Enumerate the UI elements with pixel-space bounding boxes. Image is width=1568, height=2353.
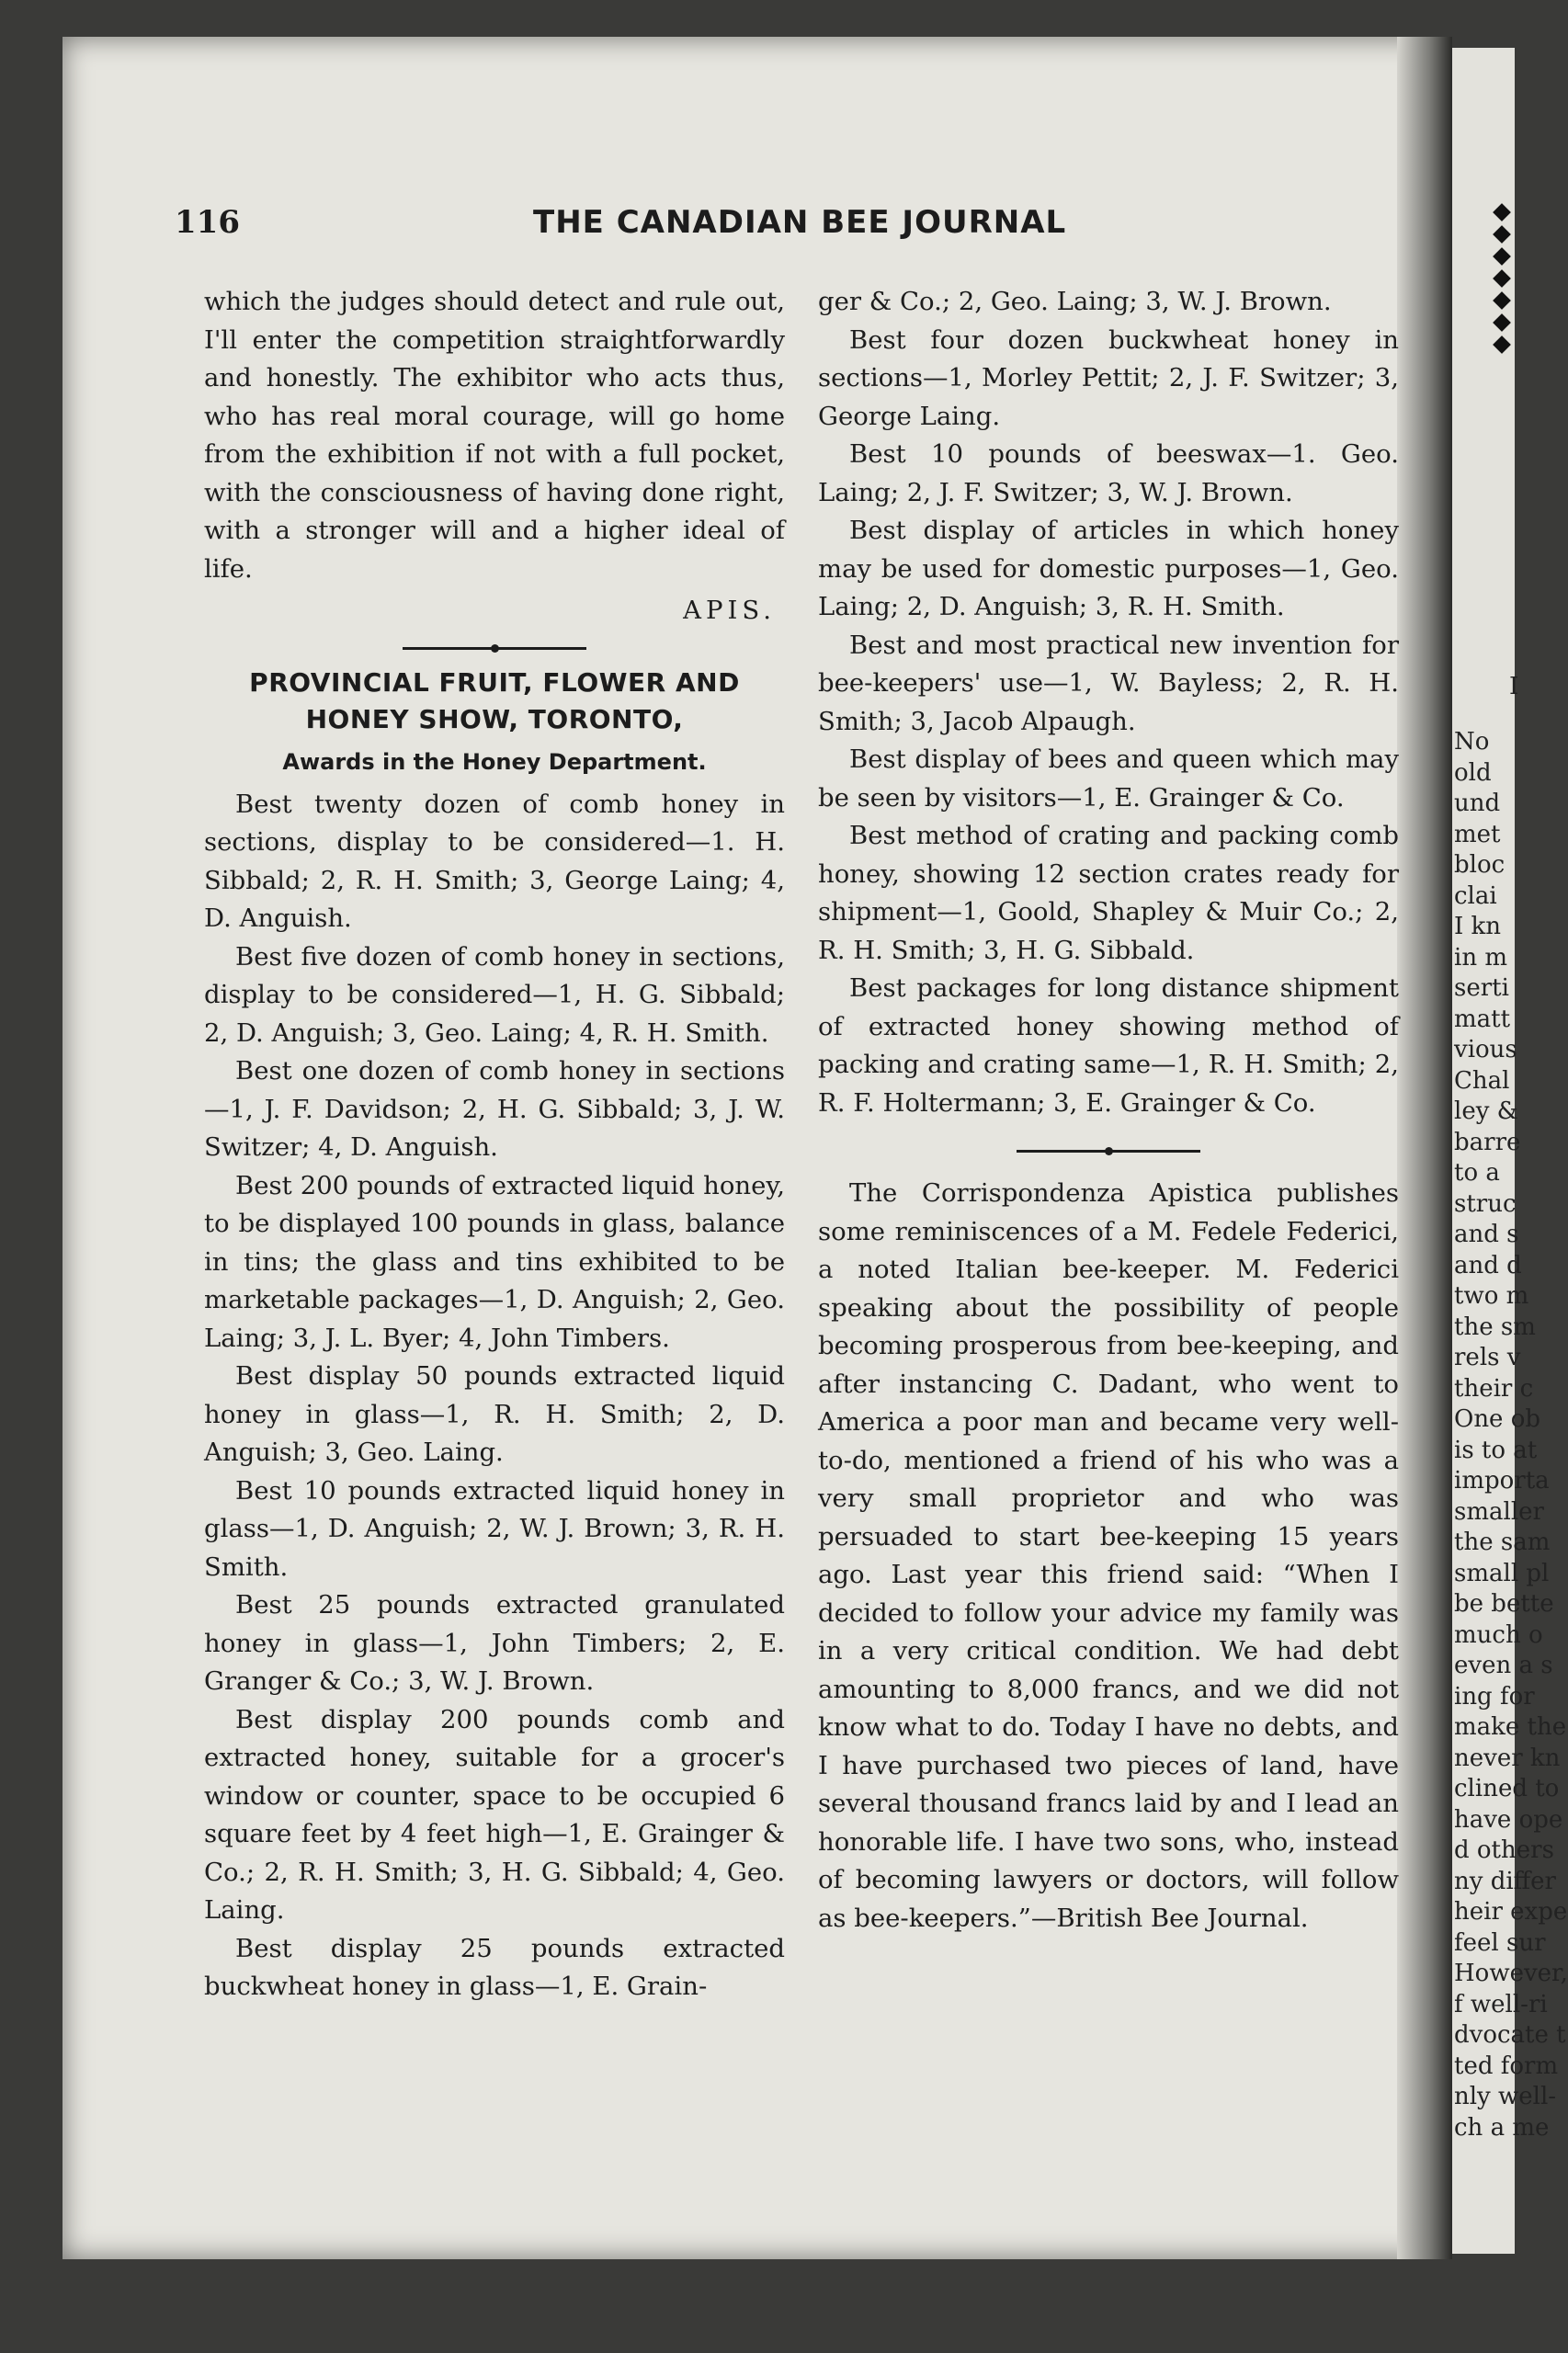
facing-page-fragment: d others	[1454, 1836, 1554, 1864]
award-entry: Best four dozen buckwheat honey in sections—1, Morley Pettit; 2, J. F. Switzer; 3, George Laing.	[818, 324, 1399, 431]
facing-page-fragment: even a s	[1454, 1652, 1553, 1679]
diamond-icon	[1493, 313, 1511, 332]
facing-page-fragment: feel sur	[1454, 1928, 1546, 1957]
facing-page-fragment: ny differ	[1454, 1867, 1556, 1895]
facing-page-fragment: clai	[1454, 881, 1497, 910]
award-entry: Best and most practical new invention for bee-keepers' use—1, W. Bayless; 2, R. H. Smith; 3, Jacob Alpaugh.	[818, 630, 1399, 736]
ornament-diamonds	[1489, 202, 1515, 360]
facing-page-fragment: small pl	[1454, 1559, 1550, 1587]
facing-page-fragment: importa	[1454, 1467, 1550, 1495]
facing-page-fragment: barre	[1454, 1128, 1521, 1156]
award-entry: Best one dozen of comb honey in sections—1, J. F. Davidson; 2, H. G. Sibbald; 3, J. W. Switzer; 4, D. Anguish.	[204, 1056, 785, 1162]
section-subheading: Awards in the Honey Department.	[282, 748, 707, 775]
award-entry: Best display 200 pounds comb and extracted honey, suitable for a grocer's window or counter, space to be occupied 6 square feet by 4 feet high—1, E. Grainger & Co.; 2, R. H. Smith; 3, H. G. Sibbald; 4, Geo. Laing.	[204, 1704, 785, 1925]
facing-page-fragment: ley &	[1454, 1097, 1518, 1125]
award-entry: Best twenty dozen of comb honey in sections, display to be considered—1. H. Sibbald; 2, R. H. Smith; 3, George Laing; 4, D. Anguish.	[204, 789, 785, 933]
page-header	[175, 204, 1406, 250]
section-divider	[818, 1150, 1399, 1153]
award-entry: Best display 50 pounds extracted liquid honey in glass—1, R. H. Smith; 2, D. Anguish; 3, Geo. Laing.	[204, 1361, 785, 1467]
right-column	[818, 283, 1399, 1938]
award-entry: Best display 25 pounds extracted buckwheat honey in glass—1, E. Grain-	[204, 1933, 785, 2001]
facing-page-fragment: nly well-	[1454, 2083, 1557, 2110]
facing-page-fragment: matt	[1454, 1005, 1511, 1033]
award-entry: Best 10 pounds of beeswax—1. Geo. Laing; 2, J. F. Switzer; 3, W. J. Brown.	[818, 439, 1399, 507]
section-heading: PROVINCIAL FRUIT, FLOWER AND HONEY SHOW, TORONTO,	[249, 666, 740, 734]
facing-page-fragment: met	[1454, 820, 1501, 848]
journal-title: THE CANADIAN BEE JOURNAL	[533, 204, 1067, 241]
facing-page-fragment: much o	[1454, 1620, 1543, 1649]
facing-page-fragment: be bette	[1454, 1590, 1554, 1618]
facing-page-fragment: bloc	[1454, 851, 1506, 879]
diamond-icon	[1493, 291, 1511, 310]
left-column	[204, 283, 785, 2006]
facing-page-fragment: clined to	[1454, 1775, 1560, 1802]
facing-page-fragment: ing for	[1454, 1682, 1535, 1711]
award-entry: Best method of crating and packing comb honey, showing 12 section crates ready for shipment—1, Goold, Shapley & Muir Co.; 2, R. H. Smith; 3, H. G. Sibbald.	[818, 821, 1399, 965]
facing-page-fragment: f well-ri	[1454, 1990, 1548, 2018]
facing-page-fragment: two m	[1454, 1282, 1529, 1310]
facing-page-fragment: ted form	[1454, 2052, 1559, 2080]
diamond-icon	[1493, 335, 1511, 354]
award-entry: Best display of articles in which honey may be used for domestic purposes—1, Geo. Laing; 2, D. Anguish; 3, R. H. Smith.	[818, 516, 1399, 621]
facing-page-edge	[1452, 48, 1568, 2254]
facing-page-fragment: dvocate t	[1454, 2021, 1566, 2049]
facing-page-fragment: serti	[1454, 974, 1509, 1002]
facing-page-fragment: the sam	[1454, 1529, 1551, 1556]
facing-page-fragment: their c	[1454, 1374, 1534, 1403]
diamond-icon	[1493, 269, 1511, 288]
facing-page-fragment: ch a me	[1454, 2113, 1550, 2142]
award-entry: ger & Co.; 2, Geo. Laing; 3, W. J. Brown.	[818, 287, 1332, 316]
facing-page-fragment: und	[1454, 790, 1501, 817]
diamond-icon	[1493, 247, 1511, 266]
facing-page-fragment: smaller	[1454, 1497, 1544, 1526]
article-paragraph: The Corrispondenza Apistica publishes some reminiscences of a M. Fedele Federici, a noted Italian bee-keeper. M. Federici speaking about the possibility of people becoming prosperous from bee-keeping, and after instancing C. Dadant, who went to America a poor man and became very well-to-do, mentioned a friend of his who was a very small proprietor and who was persuaded to start bee-keeping 15 years ago. Last year this friend said: “When I decided to follow your advice my family was in a very critical condition. We had debt amounting to 8,000 francs, and we did not know what to do. Today I have no debts, and I have purchased two pieces of land, have several thousand francs laid by and I lead an honorable life. I have two sons, who, instead of becoming lawyers or doctors, will follow as bee-keepers.”—British Bee Journal.	[818, 1178, 1399, 1933]
facing-page-fragment: struc	[1454, 1189, 1517, 1218]
book-gutter	[1397, 37, 1452, 2259]
facing-page-fragment: and s	[1454, 1221, 1519, 1248]
author-signature: APIS.	[683, 596, 776, 625]
award-entry: Best display of bees and queen which may be seen by visitors—1, E. Grainger & Co.	[818, 745, 1399, 813]
facing-page-fragment: vious	[1454, 1036, 1517, 1063]
facing-page-fragment: have ope	[1454, 1805, 1563, 1834]
award-entry: Best 10 pounds extracted liquid honey in glass—1, D. Anguish; 2, W. J. Brown; 3, R. H. Smith.	[204, 1475, 785, 1582]
intro-paragraph: which the judges should detect and rule out, I'll enter the competition straightforwardly and honestly. The exhibitor who acts thus, who has real moral courage, will go home from the exhibition if not with a full pocket, with the consciousness of having done right, with a stronger will and a higher ideal of life.	[204, 287, 785, 584]
facing-page-fragment: I	[1509, 673, 1519, 700]
facing-page-fragment: old	[1454, 758, 1492, 787]
facing-page-fragment: Chal	[1454, 1066, 1510, 1095]
diamond-icon	[1493, 225, 1511, 244]
facing-page-fragment: heir expe	[1454, 1898, 1568, 1926]
facing-page-fragment: rels v	[1454, 1344, 1521, 1371]
award-entry: Best packages for long distance shipment of extracted honey showing method of packing and crating same—1, R. H. Smith; 2, R. F. Holtermann; 3, E. Grainger & Co.	[818, 973, 1399, 1118]
page-number: 116	[175, 204, 240, 241]
facing-page-fragment: never kn	[1454, 1744, 1561, 1772]
facing-page-fragment: make the	[1454, 1713, 1567, 1741]
facing-page-fragment: I kn	[1454, 913, 1502, 940]
facing-page-fragment: to a	[1454, 1159, 1500, 1187]
diamond-icon	[1493, 203, 1511, 222]
facing-page-fragment: is to at	[1454, 1436, 1538, 1464]
award-entry: Best 25 pounds extracted granulated honey in glass—1, John Timbers; 2, E. Granger & Co.; 3, W. J. Brown.	[204, 1590, 785, 1696]
facing-page-fragment: One ob	[1454, 1405, 1541, 1433]
facing-page-fragment: No	[1454, 728, 1490, 756]
facing-page-fragment: in m	[1454, 943, 1507, 972]
section-divider	[204, 647, 785, 650]
award-entry: Best five dozen of comb honey in sections, display to be considered—1, H. G. Sibbald; 2, D. Anguish; 3, Geo. Laing; 4, R. H. Smith.	[204, 941, 785, 1048]
award-entry: Best 200 pounds of extracted liquid honey, to be displayed 100 pounds in glass, balance in tins; the glass and tins exhibited to be marketable packages—1, D. Anguish; 2, Geo. Laing; 3, J. L. Byer; 4, John Timbers.	[204, 1170, 785, 1353]
facing-page-fragment: the sm	[1454, 1313, 1536, 1341]
facing-page-fragment: However,	[1454, 1960, 1568, 1987]
facing-page-fragment: and d	[1454, 1251, 1522, 1279]
